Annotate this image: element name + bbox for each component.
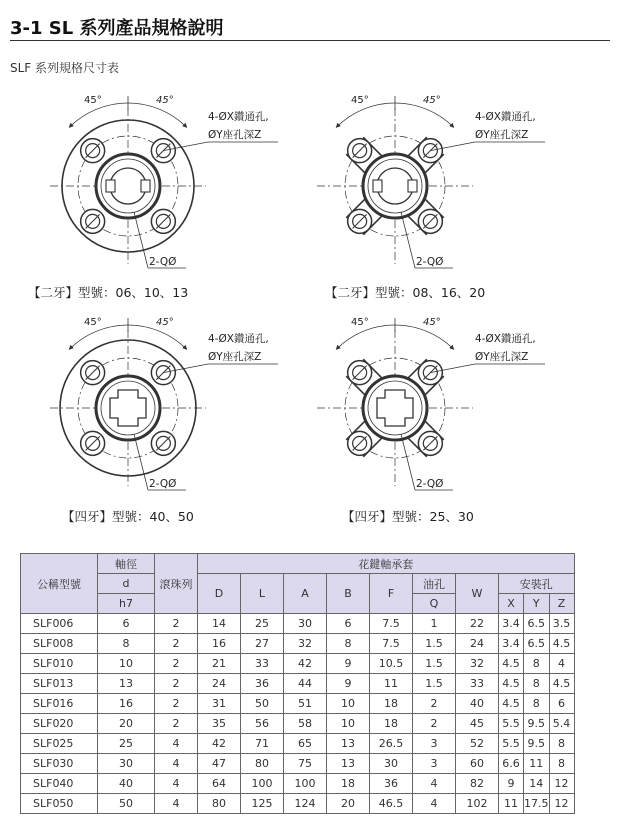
flange-figure-3 (50, 317, 278, 490)
model-cell: SLF008 (21, 634, 98, 654)
value-cell: 30 (98, 754, 155, 774)
angle-label-right: 45° (156, 317, 174, 328)
value-cell: 25 (241, 614, 284, 634)
angle-label-right: 45° (156, 95, 174, 106)
value-cell: 4 (413, 794, 456, 814)
value-cell: 102 (456, 794, 499, 814)
value-cell: 14 (524, 774, 550, 794)
model-cell: SLF020 (21, 714, 98, 734)
model-cell: SLF016 (21, 694, 98, 714)
value-cell: 36 (370, 774, 413, 794)
value-cell: 16 (198, 634, 241, 654)
table-row (21, 794, 575, 814)
value-cell: 12 (549, 774, 574, 794)
model-cell: SLF050 (21, 794, 98, 814)
model-cell: SLF040 (21, 774, 98, 794)
hole-note-line2: ØY座孔深Z (475, 129, 529, 141)
value-cell: 75 (284, 754, 327, 774)
header-B: B (327, 574, 370, 614)
value-cell: 11 (524, 754, 550, 774)
q-note: 2-QØ (416, 256, 444, 268)
flange-figure-2 (317, 95, 545, 268)
value-cell: 4 (413, 774, 456, 794)
value-cell: 16 (98, 694, 155, 714)
value-cell: 8 (524, 694, 550, 714)
table-row (21, 654, 575, 674)
model-cell: SLF030 (21, 754, 98, 774)
table-row (21, 754, 575, 774)
value-cell: 4 (155, 734, 198, 754)
header-oil: 油孔 (413, 574, 456, 594)
value-cell: 10.5 (370, 654, 413, 674)
value-cell: 42 (198, 734, 241, 754)
hole-note-line2: ØY座孔深Z (475, 351, 529, 363)
table-row (21, 734, 575, 754)
value-cell: 20 (327, 794, 370, 814)
value-cell: 50 (241, 694, 284, 714)
header-shaft: 軸徑 (98, 554, 155, 574)
value-cell: 17.5 (524, 794, 550, 814)
header-balls: 滾珠列 (155, 554, 198, 614)
figure-caption-1: 【二牙】型號：06、10、13 (28, 285, 189, 300)
value-cell: 3.4 (499, 634, 524, 654)
header-L: L (241, 574, 284, 614)
value-cell: 44 (284, 674, 327, 694)
value-cell: 33 (456, 674, 499, 694)
value-cell: 2 (155, 674, 198, 694)
value-cell: 52 (456, 734, 499, 754)
value-cell: 8 (98, 634, 155, 654)
model-cell: SLF010 (21, 654, 98, 674)
value-cell: 8 (549, 734, 574, 754)
value-cell: 4 (155, 794, 198, 814)
angle-arc-left (336, 325, 395, 349)
value-cell: 80 (198, 794, 241, 814)
value-cell: 18 (327, 774, 370, 794)
angle-label-right: 45° (423, 317, 441, 328)
value-cell: 58 (284, 714, 327, 734)
value-cell: 4.5 (499, 674, 524, 694)
value-cell: 18 (370, 694, 413, 714)
value-cell: 32 (284, 634, 327, 654)
value-cell: 1 (413, 614, 456, 634)
value-cell: 21 (198, 654, 241, 674)
flange-drawings (0, 80, 621, 530)
value-cell: 24 (198, 674, 241, 694)
value-cell: 3 (413, 734, 456, 754)
page-subtitle: SLF 系列規格尺寸表 (10, 61, 120, 75)
figure-caption-2: 【二牙】型號：08、16、20 (325, 285, 486, 300)
value-cell: 12 (549, 794, 574, 814)
value-cell: 2 (155, 714, 198, 734)
value-cell: 31 (198, 694, 241, 714)
value-cell: 3 (413, 754, 456, 774)
title-divider (10, 40, 610, 41)
header-bushing: 花鍵軸承套 (198, 554, 575, 574)
angle-arc-right (395, 103, 454, 127)
value-cell: 8 (524, 674, 550, 694)
hole-note-line1: 4-ØX鑽通孔, (475, 333, 536, 345)
value-cell: 1.5 (413, 634, 456, 654)
value-cell: 11 (370, 674, 413, 694)
value-cell: 27 (241, 634, 284, 654)
table-row (21, 714, 575, 734)
hole-note-line1: 4-ØX鑽通孔, (208, 333, 269, 345)
table-row (21, 774, 575, 794)
value-cell: 3.4 (499, 614, 524, 634)
value-cell: 6 (549, 694, 574, 714)
value-cell: 9.5 (524, 714, 550, 734)
q-note: 2-QØ (149, 478, 177, 490)
angle-label-left: 45° (351, 95, 369, 106)
value-cell: 7.5 (370, 614, 413, 634)
header-Y: Y (524, 594, 550, 614)
value-cell: 4 (549, 654, 574, 674)
value-cell: 5.5 (499, 734, 524, 754)
value-cell: 10 (327, 714, 370, 734)
spline-key-right (408, 180, 417, 192)
angle-label-left: 45° (84, 95, 102, 106)
header-W: W (456, 574, 499, 614)
value-cell: 2 (413, 714, 456, 734)
table-row (21, 674, 575, 694)
value-cell: 45 (456, 714, 499, 734)
value-cell: 11 (499, 794, 524, 814)
value-cell: 10 (327, 694, 370, 714)
hole-note-line2: ØY座孔深Z (208, 351, 262, 363)
header-Z: Z (549, 594, 574, 614)
value-cell: 65 (284, 734, 327, 754)
value-cell: 36 (241, 674, 284, 694)
value-cell: 46.5 (370, 794, 413, 814)
header-mount: 安裝孔 (499, 574, 575, 594)
value-cell: 20 (98, 714, 155, 734)
hole-note-line2: ØY座孔深Z (208, 129, 262, 141)
value-cell: 7.5 (370, 634, 413, 654)
value-cell: 50 (98, 794, 155, 814)
value-cell: 9 (499, 774, 524, 794)
header-F: F (370, 574, 413, 614)
hole-note-line1: 4-ØX鑽通孔, (208, 111, 269, 123)
value-cell: 10 (98, 654, 155, 674)
flange-figure-1 (50, 95, 278, 268)
header-h7: h7 (98, 594, 155, 614)
value-cell: 2 (155, 694, 198, 714)
table-body (21, 614, 575, 814)
value-cell: 4 (155, 774, 198, 794)
value-cell: 9.5 (524, 734, 550, 754)
value-cell: 40 (98, 774, 155, 794)
hole-note-line1: 4-ØX鑽通孔, (475, 111, 536, 123)
value-cell: 42 (284, 654, 327, 674)
value-cell: 1.5 (413, 654, 456, 674)
value-cell: 4.5 (499, 694, 524, 714)
spline-key-left (373, 180, 382, 192)
flange-figure-4 (317, 317, 545, 490)
angle-label-left: 45° (84, 317, 102, 328)
value-cell: 60 (456, 754, 499, 774)
value-cell: 9 (327, 654, 370, 674)
value-cell: 6.6 (499, 754, 524, 774)
model-cell: SLF013 (21, 674, 98, 694)
value-cell: 2 (155, 634, 198, 654)
value-cell: 26.5 (370, 734, 413, 754)
header-A: A (284, 574, 327, 614)
table-row (21, 694, 575, 714)
value-cell: 8 (327, 634, 370, 654)
figure-caption-3: 【四牙】型號：40、50 (62, 509, 194, 524)
value-cell: 8 (524, 654, 550, 674)
header-d: d (98, 574, 155, 594)
value-cell: 56 (241, 714, 284, 734)
page-title: 3-1 SL 系列產品規格說明 (10, 18, 224, 39)
value-cell: 32 (456, 654, 499, 674)
value-cell: 30 (370, 754, 413, 774)
value-cell: 33 (241, 654, 284, 674)
value-cell: 8 (549, 754, 574, 774)
value-cell: 1.5 (413, 674, 456, 694)
value-cell: 35 (198, 714, 241, 734)
value-cell: 4.5 (549, 674, 574, 694)
value-cell: 71 (241, 734, 284, 754)
value-cell: 100 (241, 774, 284, 794)
value-cell: 82 (456, 774, 499, 794)
angle-arc-right (395, 325, 454, 349)
value-cell: 47 (198, 754, 241, 774)
value-cell: 4.5 (549, 634, 574, 654)
value-cell: 14 (198, 614, 241, 634)
value-cell: 3.5 (549, 614, 574, 634)
value-cell: 80 (241, 754, 284, 774)
value-cell: 4.5 (499, 654, 524, 674)
header-X: X (499, 594, 524, 614)
value-cell: 4 (155, 754, 198, 774)
value-cell: 6.5 (524, 634, 550, 654)
value-cell: 124 (284, 794, 327, 814)
value-cell: 24 (456, 634, 499, 654)
value-cell: 40 (456, 694, 499, 714)
value-cell: 9 (327, 674, 370, 694)
q-note: 2-QØ (149, 256, 177, 268)
value-cell: 22 (456, 614, 499, 634)
value-cell: 5.5 (499, 714, 524, 734)
value-cell: 6 (327, 614, 370, 634)
value-cell: 51 (284, 694, 327, 714)
value-cell: 2 (155, 654, 198, 674)
value-cell: 25 (98, 734, 155, 754)
header-D: D (198, 574, 241, 614)
spec-table (20, 553, 575, 814)
spline-key-right (141, 180, 150, 192)
value-cell: 18 (370, 714, 413, 734)
value-cell: 2 (413, 694, 456, 714)
value-cell: 13 (327, 754, 370, 774)
angle-label-right: 45° (423, 95, 441, 106)
value-cell: 2 (155, 614, 198, 634)
header-model: 公稱型號 (21, 554, 98, 614)
value-cell: 13 (327, 734, 370, 754)
table-row (21, 614, 575, 634)
value-cell: 5.4 (549, 714, 574, 734)
angle-arc-left (336, 103, 395, 127)
spline-key-left (106, 180, 115, 192)
table-row (21, 634, 575, 654)
value-cell: 64 (198, 774, 241, 794)
header-Q: Q (413, 594, 456, 614)
value-cell: 125 (241, 794, 284, 814)
value-cell: 6 (98, 614, 155, 634)
model-cell: SLF006 (21, 614, 98, 634)
figure-caption-4: 【四牙】型號：25、30 (342, 509, 474, 524)
value-cell: 13 (98, 674, 155, 694)
value-cell: 6.5 (524, 614, 550, 634)
angle-label-left: 45° (351, 317, 369, 328)
value-cell: 30 (284, 614, 327, 634)
value-cell: 100 (284, 774, 327, 794)
q-note: 2-QØ (416, 478, 444, 490)
model-cell: SLF025 (21, 734, 98, 754)
